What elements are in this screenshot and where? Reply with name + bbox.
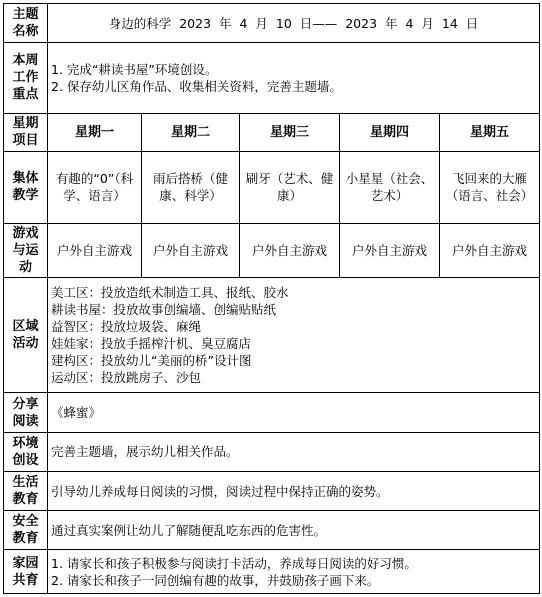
- area-label: 区域活动: [4, 277, 48, 393]
- environment-label: 环境创设: [4, 432, 48, 471]
- group-teaching-label: 集体教学: [4, 151, 48, 223]
- life-value: 引导幼儿养成每日阅读的习惯，阅读过程中保持正确的姿势。: [48, 471, 540, 510]
- area-item: 娃娃家：投放手摇榨汁机、臭豆腐店: [51, 336, 252, 352]
- teaching-tuesday: 雨后搭桥（健康、科学）: [142, 151, 240, 223]
- weekly-plan-table: [3, 3, 540, 594]
- life-row: [4, 471, 540, 510]
- area-item: 耕读书屋：投放故事创编墙、创编贴贴纸: [51, 302, 277, 318]
- outdoor-label: 游戏与运动: [4, 224, 48, 278]
- area-item: 美工区：投放造纸术制造工具、报纸、胶水: [51, 285, 289, 301]
- teaching-wednesday: 刷牙（艺术、健康）: [240, 151, 340, 223]
- environment-row: [4, 432, 540, 471]
- outdoor-monday: 户外自主游戏: [48, 224, 142, 278]
- day-friday: 星期五: [440, 113, 540, 151]
- day-monday: 星期一: [48, 113, 142, 151]
- sharing-row: [4, 393, 540, 432]
- group-teaching-row: [4, 151, 540, 223]
- area-item: 运动区：投放跳房子、沙包: [51, 370, 202, 386]
- life-label: 生活教育: [4, 471, 48, 510]
- theme-label: 主题名称: [4, 4, 48, 43]
- safety-label: 安全教育: [4, 511, 48, 550]
- days-header-row: [4, 113, 540, 151]
- family-content: [48, 550, 540, 594]
- focus-label: 本周工作重点: [4, 43, 48, 113]
- safety-row: [4, 511, 540, 550]
- day-wednesday: 星期三: [240, 113, 340, 151]
- area-item: 建构区：投放幼儿“美丽的桥”设计图: [51, 353, 252, 369]
- teaching-monday: 有趣的“0”（科学、语言）: [48, 151, 142, 223]
- environment-value: 完善主题墙，展示幼儿相关作品。: [48, 432, 540, 471]
- teaching-friday: 飞回来的大雁（语言、社会）: [440, 151, 540, 223]
- focus-item: 2. 保存幼儿区角作品、收集相关资料，完善主题墙。: [51, 78, 342, 94]
- family-label: 家园共育: [4, 550, 48, 594]
- focus-row: [4, 43, 540, 113]
- days-header-label: 星期项目: [4, 113, 48, 151]
- day-tuesday: 星期二: [142, 113, 240, 151]
- area-row: [4, 277, 540, 393]
- area-item: 益智区：投放垃圾袋、麻绳: [51, 319, 202, 335]
- area-content: [48, 277, 540, 393]
- day-thursday: 星期四: [340, 113, 440, 151]
- focus-content: [48, 43, 540, 113]
- outdoor-wednesday: 户外自主游戏: [240, 224, 340, 278]
- teaching-thursday: 小星星（社会、艺术）: [340, 151, 440, 223]
- focus-item: 1. 完成“耕读书屋”环境创设。: [51, 61, 218, 77]
- theme-value: 身边的科学 2023 年 4 月 10 日—— 2023 年 4 月 14 日: [48, 4, 540, 43]
- family-item: 2. 请家长和孩子一同创编有趣的故事，并鼓励孩子画下来。: [51, 572, 380, 588]
- sharing-label: 分享阅读: [4, 393, 48, 432]
- family-row: [4, 550, 540, 594]
- family-item: 1. 请家长和孩子积极参与阅读打卡活动，养成每日阅读的好习惯。: [51, 555, 417, 571]
- outdoor-friday: 户外自主游戏: [440, 224, 540, 278]
- outdoor-tuesday: 户外自主游戏: [142, 224, 240, 278]
- sharing-value: 《蜂蜜》: [48, 393, 540, 432]
- theme-row: [4, 4, 540, 43]
- outdoor-row: [4, 224, 540, 278]
- safety-value: 通过真实案例让幼儿了解随便乱吃东西的危害性。: [48, 511, 540, 550]
- outdoor-thursday: 户外自主游戏: [340, 224, 440, 278]
